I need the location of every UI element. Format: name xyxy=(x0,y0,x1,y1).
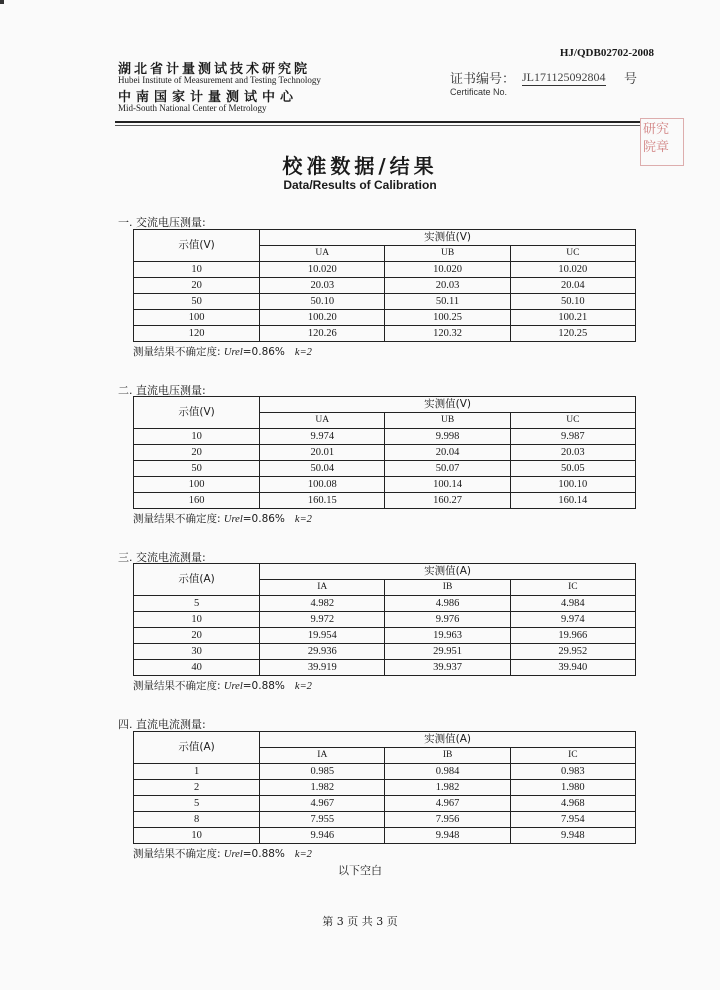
table-row xyxy=(134,644,636,660)
table-row xyxy=(134,461,636,477)
table-header-measured: 实测值(V) xyxy=(260,397,636,413)
uncertainty-value: =0.86% xyxy=(242,346,285,358)
section-heading-ac-current: 三. 交流电流测量: xyxy=(118,551,206,564)
coverage-factor: k=2 xyxy=(294,347,312,358)
table-header-indicated: 示值(A) xyxy=(134,564,260,596)
table-cell: 40 xyxy=(134,660,260,676)
table-header-phase: UA xyxy=(260,413,385,429)
table-row xyxy=(134,326,636,342)
table-header-indicated: 示值(V) xyxy=(134,230,260,262)
table-cell: 1 xyxy=(134,764,260,780)
certificate-number-suffix: 号 xyxy=(624,72,638,87)
table-cell: 39.940 xyxy=(510,660,635,676)
table-cell: 4.967 xyxy=(260,796,385,812)
table-ac-voltage xyxy=(133,229,636,342)
org-name-cn-secondary: 中南国家计量测试中心 xyxy=(118,90,299,105)
table-cell: 10 xyxy=(134,828,260,844)
table-cell: 120.26 xyxy=(260,326,385,342)
table-header-measured: 实测值(A) xyxy=(260,564,636,580)
table-cell: 20.03 xyxy=(260,278,385,294)
table-row xyxy=(134,612,636,628)
table-cell: 9.974 xyxy=(260,429,385,445)
table-cell: 100.21 xyxy=(510,310,635,326)
table-cell: 4.967 xyxy=(385,796,510,812)
table-cell: 9.972 xyxy=(260,612,385,628)
header-rule-thick xyxy=(115,121,640,123)
org-name-cn-primary: 湖北省计量测试技术研究院 xyxy=(118,62,311,77)
certificate-number-value: JL171125092804 xyxy=(522,70,606,84)
uncertainty-value: =0.86% xyxy=(242,513,285,525)
uncertainty-symbol: Urel xyxy=(223,849,243,860)
table-cell: 20 xyxy=(134,278,260,294)
table-row xyxy=(134,660,636,676)
table-cell: 10.020 xyxy=(260,262,385,278)
table-row xyxy=(134,262,636,278)
uncertainty-line xyxy=(133,846,312,861)
uncertainty-line xyxy=(133,344,312,359)
header-rule-thin xyxy=(115,125,640,126)
table-cell: 100.20 xyxy=(260,310,385,326)
uncertainty-label: 测量结果不确定度: xyxy=(133,346,221,358)
table-cell: 100.25 xyxy=(385,310,510,326)
table-cell: 9.948 xyxy=(385,828,510,844)
table-cell: 10 xyxy=(134,429,260,445)
table-cell: 50.04 xyxy=(260,461,385,477)
table-header-indicated: 示值(A) xyxy=(134,732,260,764)
table-cell: 50.11 xyxy=(385,294,510,310)
table-cell: 1.982 xyxy=(385,780,510,796)
scan-edge-mark xyxy=(0,0,4,4)
uncertainty-label: 测量结果不确定度: xyxy=(133,680,221,692)
table-row xyxy=(134,796,636,812)
table-cell: 9.987 xyxy=(510,429,635,445)
table-cell: 10.020 xyxy=(385,262,510,278)
table-cell: 10.020 xyxy=(510,262,635,278)
blank-below-note: 以下空白 xyxy=(338,864,382,877)
table-header-phase: UA xyxy=(260,246,385,262)
table-cell: 100.10 xyxy=(510,477,635,493)
table-cell: 120.32 xyxy=(385,326,510,342)
table-header-phase: IC xyxy=(510,580,635,596)
table-header-measured: 实测值(A) xyxy=(260,732,636,748)
table-row xyxy=(134,294,636,310)
table-cell: 19.966 xyxy=(510,628,635,644)
table-header-phase: IB xyxy=(385,580,510,596)
uncertainty-label: 测量结果不确定度: xyxy=(133,513,221,525)
table-cell: 160.14 xyxy=(510,493,635,509)
table-header-phase: IC xyxy=(510,748,635,764)
uncertainty-line xyxy=(133,678,312,693)
table-row xyxy=(134,477,636,493)
page-title-en: Data/Results of Calibration xyxy=(283,178,437,192)
table-header-phase: UC xyxy=(510,246,635,262)
seal-stamp: 研究院章 xyxy=(640,118,684,166)
page-number: 第 3 页 共 3 页 xyxy=(322,915,398,928)
table-cell: 50.07 xyxy=(385,461,510,477)
table-header-measured: 实测值(V) xyxy=(260,230,636,246)
table-cell: 7.955 xyxy=(260,812,385,828)
page-title-cn: 校准数据/结果 xyxy=(282,154,438,178)
table-cell: 50.05 xyxy=(510,461,635,477)
table-row xyxy=(134,278,636,294)
table-cell: 20.04 xyxy=(510,278,635,294)
table-cell: 39.937 xyxy=(385,660,510,676)
table-cell: 19.963 xyxy=(385,628,510,644)
table-cell: 100 xyxy=(134,310,260,326)
uncertainty-symbol: Urel xyxy=(223,514,243,525)
table-cell: 7.956 xyxy=(385,812,510,828)
table-row xyxy=(134,828,636,844)
table-cell: 9.946 xyxy=(260,828,385,844)
table-header-phase: UB xyxy=(385,413,510,429)
document-code: HJ/QDB02702-2008 xyxy=(559,47,654,59)
coverage-factor: k=2 xyxy=(294,514,312,525)
table-row xyxy=(134,445,636,461)
table-cell: 0.985 xyxy=(260,764,385,780)
table-cell: 20 xyxy=(134,445,260,461)
uncertainty-line xyxy=(133,511,312,526)
table-cell: 9.974 xyxy=(510,612,635,628)
table-cell: 50 xyxy=(134,461,260,477)
table-cell: 9.948 xyxy=(510,828,635,844)
uncertainty-value: =0.88% xyxy=(242,848,285,860)
table-cell: 100 xyxy=(134,477,260,493)
table-cell: 4.982 xyxy=(260,596,385,612)
table-cell: 9.976 xyxy=(385,612,510,628)
uncertainty-symbol: Urel xyxy=(223,681,243,692)
table-row xyxy=(134,628,636,644)
table-cell: 8 xyxy=(134,812,260,828)
table-cell: 29.952 xyxy=(510,644,635,660)
org-name-en-primary: Hubei Institute of Measurement and Testing Technology xyxy=(118,75,321,85)
table-cell: 120.25 xyxy=(510,326,635,342)
table-header-phase: IB xyxy=(385,748,510,764)
section-heading-dc-voltage: 二. 直流电压测量: xyxy=(118,384,206,397)
table-row xyxy=(134,429,636,445)
table-cell: 1.982 xyxy=(260,780,385,796)
coverage-factor: k=2 xyxy=(294,681,312,692)
table-dc-current xyxy=(133,731,636,844)
table-cell: 20 xyxy=(134,628,260,644)
table-cell: 5 xyxy=(134,796,260,812)
certificate-number-label: 证书编号： xyxy=(450,72,516,87)
section-heading-dc-current: 四. 直流电流测量: xyxy=(118,718,206,731)
table-row xyxy=(134,493,636,509)
table-cell: 10 xyxy=(134,262,260,278)
table-cell: 5 xyxy=(134,596,260,612)
section-heading-ac-voltage: 一. 交流电压测量: xyxy=(118,216,206,229)
uncertainty-value: =0.88% xyxy=(242,680,285,692)
table-cell: 19.954 xyxy=(260,628,385,644)
table-header-phase: IA xyxy=(260,580,385,596)
table-cell: 29.951 xyxy=(385,644,510,660)
table-cell: 20.03 xyxy=(510,445,635,461)
table-cell: 1.980 xyxy=(510,780,635,796)
table-cell: 100.14 xyxy=(385,477,510,493)
table-cell: 50 xyxy=(134,294,260,310)
table-header-phase: UB xyxy=(385,246,510,262)
table-cell: 20.03 xyxy=(385,278,510,294)
certificate-number-label-en: Certificate No. xyxy=(450,87,508,97)
table-cell: 4.968 xyxy=(510,796,635,812)
table-cell: 50.10 xyxy=(260,294,385,310)
table-cell: 9.998 xyxy=(385,429,510,445)
table-cell: 120 xyxy=(134,326,260,342)
table-header-phase: UC xyxy=(510,413,635,429)
table-cell: 10 xyxy=(134,612,260,628)
table-header-indicated: 示值(V) xyxy=(134,397,260,429)
table-ac-current xyxy=(133,563,636,676)
table-cell: 0.984 xyxy=(385,764,510,780)
table-row xyxy=(134,596,636,612)
coverage-factor: k=2 xyxy=(294,849,312,860)
table-cell: 4.984 xyxy=(510,596,635,612)
table-cell: 20.01 xyxy=(260,445,385,461)
table-cell: 30 xyxy=(134,644,260,660)
table-cell: 4.986 xyxy=(385,596,510,612)
table-row xyxy=(134,310,636,326)
table-cell: 160.15 xyxy=(260,493,385,509)
table-cell: 100.08 xyxy=(260,477,385,493)
table-cell: 160.27 xyxy=(385,493,510,509)
table-cell: 20.04 xyxy=(385,445,510,461)
table-cell: 2 xyxy=(134,780,260,796)
table-cell: 29.936 xyxy=(260,644,385,660)
table-cell: 50.10 xyxy=(510,294,635,310)
table-cell: 39.919 xyxy=(260,660,385,676)
table-cell: 160 xyxy=(134,493,260,509)
table-dc-voltage xyxy=(133,396,636,509)
table-header-phase: IA xyxy=(260,748,385,764)
table-row xyxy=(134,780,636,796)
uncertainty-label: 测量结果不确定度: xyxy=(133,848,221,860)
table-cell: 0.983 xyxy=(510,764,635,780)
table-row xyxy=(134,812,636,828)
table-cell: 7.954 xyxy=(510,812,635,828)
table-row xyxy=(134,764,636,780)
uncertainty-symbol: Urel xyxy=(223,347,243,358)
org-name-en-secondary: Mid-South National Center of Metrology xyxy=(118,103,267,113)
